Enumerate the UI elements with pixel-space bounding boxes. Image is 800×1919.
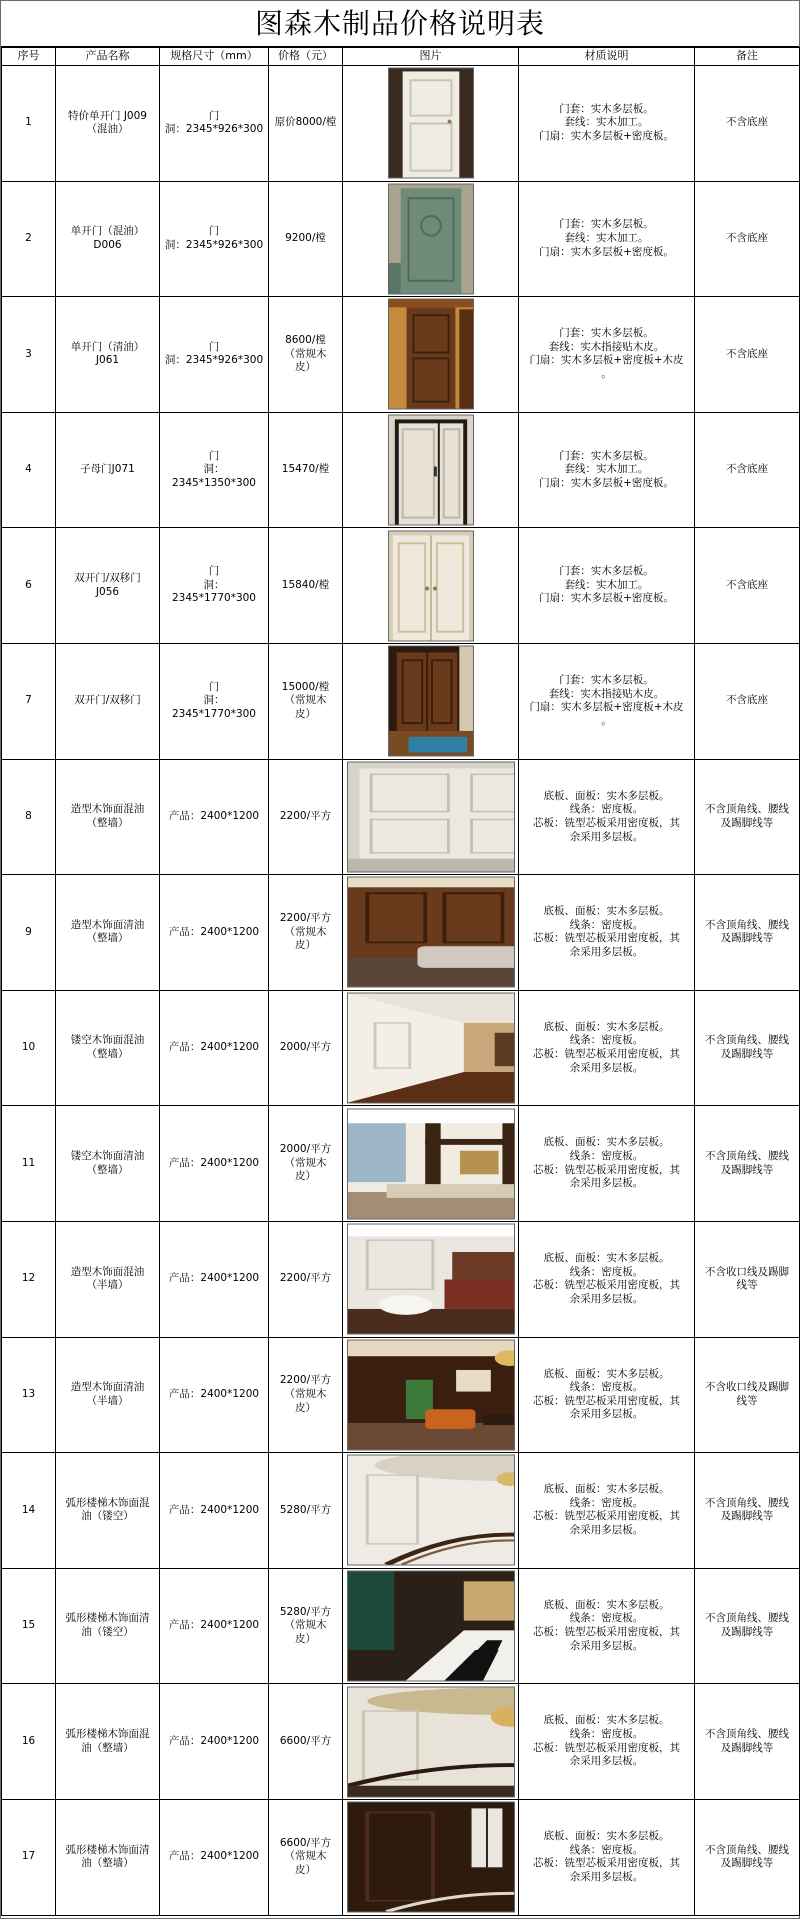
material-line: 余采用多层板。	[569, 830, 644, 843]
material-description	[519, 1684, 695, 1800]
material-line: 线条：密度板。	[569, 1150, 644, 1162]
product-photo	[347, 1224, 515, 1335]
material-line: 芯板：铣型芯板采用密度板，其	[533, 932, 680, 945]
product-price: 15470/樘	[269, 412, 343, 528]
material-line: 芯板：铣型芯板采用密度板，其	[533, 1048, 680, 1061]
table-row	[2, 1453, 800, 1569]
product-photo	[347, 1802, 515, 1913]
product-note: 不含顶角线、腰线 及踢脚线等	[695, 759, 800, 875]
product-price: 2200/平方 （常规木 皮）	[269, 875, 343, 991]
product-spec: 产品：2400*1200	[160, 1453, 269, 1569]
product-price: 2200/平方	[269, 1221, 343, 1337]
table-row	[2, 1684, 800, 1800]
material-line: 底板、面板：实木多层板。	[543, 1829, 670, 1842]
material-line: 余采用多层板。	[569, 1755, 644, 1768]
product-price: 9200/樘	[269, 181, 343, 297]
header-spec: 规格尺寸（mm）	[160, 48, 269, 66]
material-line: 线条：密度板。	[569, 1265, 644, 1278]
product-spec: 产品：2400*1200	[160, 990, 269, 1106]
material-line: 套线：实木指接贴木皮。	[548, 340, 665, 353]
material-line: 线条：密度板。	[569, 1381, 644, 1394]
material-line: 门扇：实木多层板+密度板。	[539, 476, 674, 489]
material-line: 底板、面板：实木多层板。	[543, 1714, 670, 1727]
material-description	[519, 875, 695, 991]
product-price: 5280/平方 （常规木 皮）	[269, 1568, 343, 1684]
header-material: 材质说明	[519, 48, 695, 66]
material-line: 余采用多层板。	[569, 1292, 644, 1305]
material-line: 门套：实木多层板。	[559, 565, 654, 578]
row-number: 1	[2, 66, 56, 182]
product-price: 8600/樘 （常规木 皮）	[269, 297, 343, 413]
material-line: 底板、面板：实木多层板。	[543, 1136, 670, 1149]
material-description	[519, 181, 695, 297]
row-number: 3	[2, 297, 56, 413]
material-line: 底板、面板：实木多层板。	[543, 1483, 670, 1496]
product-price: 15840/樘	[269, 528, 343, 644]
material-line: 芯板：铣型芯板采用密度板，其	[533, 1857, 680, 1870]
product-price: 15000/樘 （常规木 皮）	[269, 643, 343, 759]
material-line: 套线：实木加工。	[564, 463, 649, 476]
product-note: 不含顶角线、腰线 及踢脚线等	[695, 990, 800, 1106]
material-line: 芯板：铣型芯板采用密度板，其	[533, 1741, 680, 1754]
material-description	[519, 1453, 695, 1569]
material-line: 。	[601, 368, 612, 381]
product-spec: 产品：2400*1200	[160, 1684, 269, 1800]
header-no: 序号	[2, 48, 56, 66]
material-line: 余采用多层板。	[569, 1870, 644, 1883]
header-image: 图片	[343, 48, 519, 66]
table-row	[2, 990, 800, 1106]
material-line: 门套：实木多层板。	[559, 102, 654, 115]
material-description	[519, 1337, 695, 1453]
material-line: 套线：实木加工。	[564, 232, 649, 245]
material-line: 底板、面板：实木多层板。	[543, 1020, 670, 1033]
row-number: 11	[2, 1106, 56, 1222]
product-photo	[347, 993, 515, 1104]
product-image-cell	[343, 990, 519, 1106]
product-image-cell	[343, 1337, 519, 1453]
product-photo	[388, 183, 474, 294]
product-price: 2000/平方	[269, 990, 343, 1106]
product-name: 单开门（清油） J061	[56, 297, 160, 413]
row-number: 13	[2, 1337, 56, 1453]
table-row	[2, 759, 800, 875]
product-image-cell	[343, 528, 519, 644]
product-spec: 产品：2400*1200	[160, 1106, 269, 1222]
material-line: 门套：实木多层板。	[559, 327, 654, 340]
product-note: 不含底座	[695, 528, 800, 644]
product-spec: 产品：2400*1200	[160, 1568, 269, 1684]
product-price: 6600/平方	[269, 1684, 343, 1800]
product-photo	[388, 68, 474, 179]
product-image-cell	[343, 1221, 519, 1337]
product-name: 单开门（混油） D006	[56, 181, 160, 297]
price-table	[1, 47, 800, 1916]
product-image-cell	[343, 1684, 519, 1800]
material-line: 余采用多层板。	[569, 946, 644, 959]
product-name: 双开门/双移门	[56, 643, 160, 759]
product-image-cell	[343, 181, 519, 297]
material-line: 线条：密度板。	[569, 803, 644, 816]
material-line: 套线：实木加工。	[564, 578, 649, 591]
material-line: 余采用多层板。	[569, 1524, 644, 1537]
product-spec: 门 洞：2345*926*300	[160, 297, 269, 413]
material-line: 门套：实木多层板。	[559, 673, 654, 686]
table-row	[2, 1337, 800, 1453]
product-spec: 门 洞：2345*1770*300	[160, 528, 269, 644]
product-price: 5280/平方	[269, 1453, 343, 1569]
product-note: 不含顶角线、腰线 及踢脚线等	[695, 1684, 800, 1800]
table-row	[2, 875, 800, 991]
material-line: 套线：实木指接贴木皮。	[548, 687, 665, 700]
material-line: 芯板：铣型芯板采用密度板，其	[533, 816, 680, 829]
row-number: 4	[2, 412, 56, 528]
product-name: 造型木饰面清油 （整墙）	[56, 875, 160, 991]
row-number: 16	[2, 1684, 56, 1800]
material-description	[519, 412, 695, 528]
product-photo	[347, 1686, 515, 1797]
material-line: 余采用多层板。	[569, 1639, 644, 1652]
material-description	[519, 66, 695, 182]
product-name: 子母门J071	[56, 412, 160, 528]
table-body	[2, 66, 800, 1916]
product-image-cell	[343, 1568, 519, 1684]
material-line: 线条：密度板。	[569, 1034, 644, 1047]
product-name: 弧形楼梯木饰面清 油（整墙）	[56, 1799, 160, 1915]
product-price: 原价8000/樘	[269, 66, 343, 182]
material-description	[519, 1568, 695, 1684]
product-photo	[388, 299, 474, 410]
material-line: 底板、面板：实木多层板。	[543, 1598, 670, 1611]
product-spec: 产品：2400*1200	[160, 1799, 269, 1915]
product-note: 不含顶角线、腰线 及踢脚线等	[695, 1453, 800, 1569]
material-line: 余采用多层板。	[569, 1177, 644, 1190]
header-row	[2, 48, 800, 66]
product-image-cell	[343, 412, 519, 528]
header-price: 价格（元）	[269, 48, 343, 66]
material-line: 门套：实木多层板。	[559, 449, 654, 462]
material-description	[519, 643, 695, 759]
row-number: 14	[2, 1453, 56, 1569]
product-note: 不含底座	[695, 412, 800, 528]
material-description	[519, 759, 695, 875]
row-number: 6	[2, 528, 56, 644]
product-note: 不含底座	[695, 643, 800, 759]
product-price: 2200/平方	[269, 759, 343, 875]
product-name: 特价单开门 J009 （混油）	[56, 66, 160, 182]
product-photo	[347, 761, 515, 872]
product-spec: 产品：2400*1200	[160, 875, 269, 991]
material-line: 芯板：铣型芯板采用密度板，其	[533, 1163, 680, 1176]
material-line: 。	[601, 714, 612, 727]
material-line: 线条：密度板。	[569, 1496, 644, 1509]
table-row	[2, 1221, 800, 1337]
material-description	[519, 1106, 695, 1222]
product-spec: 门 洞：2345*1350*300	[160, 412, 269, 528]
row-number: 17	[2, 1799, 56, 1915]
material-description	[519, 528, 695, 644]
material-line: 线条：密度板。	[569, 1612, 644, 1625]
product-name: 造型木饰面清油 （半墙）	[56, 1337, 160, 1453]
product-price: 6600/平方 （常规木 皮）	[269, 1799, 343, 1915]
product-note: 不含底座	[695, 181, 800, 297]
product-name: 造型木饰面混油 （整墙）	[56, 759, 160, 875]
product-spec: 产品：2400*1200	[160, 1221, 269, 1337]
product-name: 弧形楼梯木饰面清 油（镂空）	[56, 1568, 160, 1684]
product-name: 镂空木饰面清油 （整墙）	[56, 1106, 160, 1222]
product-spec: 产品：2400*1200	[160, 759, 269, 875]
row-number: 15	[2, 1568, 56, 1684]
material-line: 底板、面板：实木多层板。	[543, 789, 670, 802]
table-row	[2, 1106, 800, 1222]
header-name: 产品名称	[56, 48, 160, 66]
product-spec: 门 洞：2345*926*300	[160, 181, 269, 297]
product-note: 不含顶角线、腰线 及踢脚线等	[695, 1568, 800, 1684]
material-line: 门套：实木多层板。	[559, 218, 654, 231]
product-photo	[388, 530, 474, 641]
product-image-cell	[343, 1453, 519, 1569]
material-line: 芯板：铣型芯板采用密度板，其	[533, 1626, 680, 1639]
product-spec: 产品：2400*1200	[160, 1337, 269, 1453]
product-price: 2200/平方 （常规木 皮）	[269, 1337, 343, 1453]
table-row	[2, 528, 800, 644]
table-row	[2, 1799, 800, 1915]
material-description	[519, 1799, 695, 1915]
material-description	[519, 297, 695, 413]
material-line: 芯板：铣型芯板采用密度板，其	[533, 1394, 680, 1407]
table-row	[2, 643, 800, 759]
row-number: 7	[2, 643, 56, 759]
product-image-cell	[343, 759, 519, 875]
product-note: 不含顶角线、腰线 及踢脚线等	[695, 875, 800, 991]
product-note: 不含底座	[695, 66, 800, 182]
product-photo	[347, 1455, 515, 1566]
product-photo	[347, 1339, 515, 1450]
product-image-cell	[343, 297, 519, 413]
row-number: 12	[2, 1221, 56, 1337]
product-name: 弧形楼梯木饰面混 油（整墙）	[56, 1684, 160, 1800]
row-number: 10	[2, 990, 56, 1106]
material-line: 余采用多层板。	[569, 1408, 644, 1421]
material-line: 门扇：实木多层板+密度板。	[539, 592, 674, 605]
product-price: 2000/平方 （常规木 皮）	[269, 1106, 343, 1222]
material-line: 底板、面板：实木多层板。	[543, 905, 670, 918]
sheet-title: 图森木制品价格说明表	[1, 1, 799, 47]
material-line: 线条：密度板。	[569, 1843, 644, 1856]
material-description	[519, 1221, 695, 1337]
product-image-cell	[343, 1799, 519, 1915]
product-photo	[347, 1571, 515, 1682]
product-image-cell	[343, 66, 519, 182]
product-name: 双开门/双移门 J056	[56, 528, 160, 644]
product-image-cell	[343, 643, 519, 759]
table-row	[2, 412, 800, 528]
product-image-cell	[343, 875, 519, 991]
product-spec: 门 洞：2345*926*300	[160, 66, 269, 182]
material-line: 线条：密度板。	[569, 1727, 644, 1740]
material-line: 门扇：实木多层板+密度板+木皮	[529, 354, 684, 367]
material-line: 余采用多层板。	[569, 1061, 644, 1074]
product-note: 不含底座	[695, 297, 800, 413]
header-note: 备注	[695, 48, 800, 66]
product-image-cell	[343, 1106, 519, 1222]
material-line: 门扇：实木多层板+密度板。	[539, 130, 674, 143]
row-number: 2	[2, 181, 56, 297]
row-number: 9	[2, 875, 56, 991]
table-row	[2, 181, 800, 297]
material-description	[519, 990, 695, 1106]
product-photo	[388, 415, 474, 526]
material-line: 套线：实木加工。	[564, 116, 649, 129]
product-photo	[347, 1108, 515, 1219]
table-row	[2, 66, 800, 182]
product-note: 不含收口线及踢脚 线等	[695, 1337, 800, 1453]
material-line: 门扇：实木多层板+密度板。	[539, 245, 674, 258]
material-line: 底板、面板：实木多层板。	[543, 1367, 670, 1380]
row-number: 8	[2, 759, 56, 875]
table-row	[2, 297, 800, 413]
product-photo	[388, 646, 474, 757]
product-photo	[347, 877, 515, 988]
product-name: 弧形楼梯木饰面混 油（镂空）	[56, 1453, 160, 1569]
product-note: 不含顶角线、腰线 及踢脚线等	[695, 1799, 800, 1915]
product-spec: 门 洞：2345*1770*300	[160, 643, 269, 759]
product-note: 不含收口线及踢脚 线等	[695, 1221, 800, 1337]
material-line: 芯板：铣型芯板采用密度板，其	[533, 1510, 680, 1523]
product-name: 镂空木饰面混油 （整墙）	[56, 990, 160, 1106]
product-note: 不含顶角线、腰线 及踢脚线等	[695, 1106, 800, 1222]
material-line: 底板、面板：实木多层板。	[543, 1251, 670, 1264]
product-name: 造型木饰面混油 （半墙）	[56, 1221, 160, 1337]
material-line: 门扇：实木多层板+密度板+木皮	[529, 701, 684, 714]
material-line: 芯板：铣型芯板采用密度板，其	[533, 1279, 680, 1292]
table-row	[2, 1568, 800, 1684]
material-line: 线条：密度板。	[569, 918, 644, 931]
